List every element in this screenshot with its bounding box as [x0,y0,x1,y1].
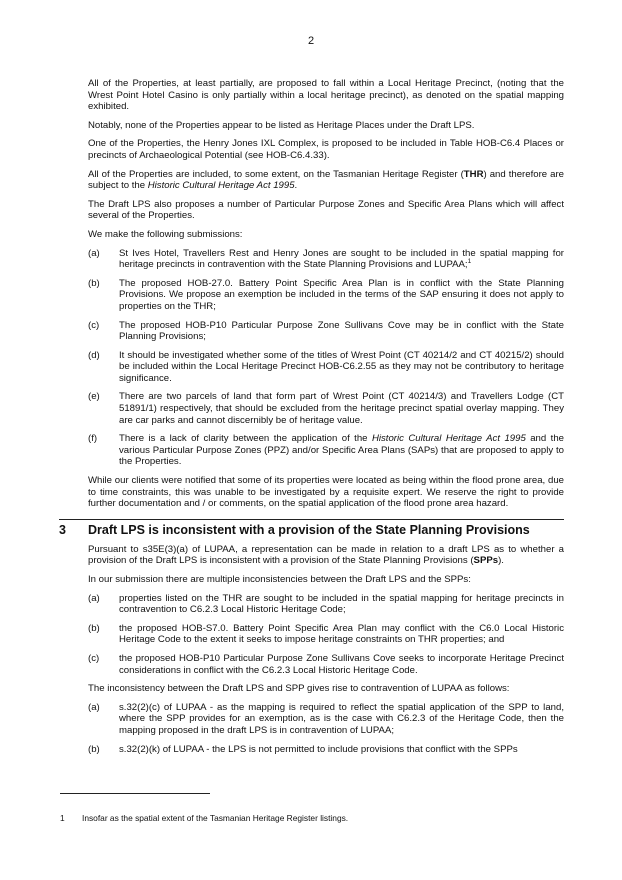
item-label: (b) [88,277,100,289]
thr-text-before: All of the Properties are included, to some extent, on the Tasmanian Heritage Register ( [88,168,464,180]
item-label: (e) [88,391,100,403]
page-number: 2 [307,35,315,47]
submission-item [88,248,564,271]
thr-abbrev: THR [463,168,484,180]
act-title: Historic Cultural Heritage Act 1995 [147,180,295,192]
item-text: the proposed HOB-S7.0. Battery Point Specific Area Plan may conflict with the C6.0 Local Historic Heritage Code to the extent it seeks to impose heritage constraints on THR properties; and [119,622,564,646]
inconsistency-item [88,653,564,676]
item-text-after: and the various Particular Purpose Zones (PPZ) and/or Specific Area Plans (SAPs) that are proposed to apply to the Properties. [119,433,564,468]
item-text: St Ives Hotel, Travellers Rest and Henry Jones are sought to be included in the spatial mapping for heritage precincts in contravention with the State Planning Provisions and LUPAA; [119,247,564,271]
item-label: (d) [88,349,100,361]
thr-text-middle: ) and therefore are subject to the [88,168,564,192]
paragraph-archaeological-potential: One of the Properties, the Henry Jones IXL Complex, is proposed to be included in Table HOB-C6.4 Places or precincts of Archaeological Potential (see HOB-C6.4.33). [88,138,564,161]
spps-abbrev: SPPs [473,555,499,567]
s35-text-after: ). [498,555,504,567]
s35-text-before: Pursuant to s35E(3)(a) of LUPAA, a representation can be made in relation to a draft LPS as to whether a provision of the Draft LPS is inconsistent with a provision of the State Planning Provisions ( [88,543,564,567]
item-label: (a) [88,592,100,604]
footnote-divider [60,793,210,794]
item-label: (f) [88,433,98,445]
section-divider [59,519,564,520]
item-text: The proposed HOB-27.0. Battery Point Specific Area Plan is in conflict with the State Planning Provisions. We propose an exemption be included in the terms of the SAP ensuring it does not apply to properties on the THR; [119,277,564,312]
paragraph-local-heritage-precinct: All of the Properties, at least partially, are proposed to fall within a Local Heritage Precinct, (noting that the Wrest Point Hotel Casino is only partially within a local heritage precinct), as denoted on the spatial mapping exhibited. [88,78,564,113]
submission-item [88,433,564,468]
item-text: properties listed on the THR are sought to be included in the spatial mapping for heritage precincts in contravention to C6.2.3 Local Historic Heritage Code; [119,592,564,616]
section-number: 3 [59,522,66,537]
item-label: (b) [88,622,100,634]
contravention-item [88,744,564,756]
paragraph-submissions-intro: We make the following submissions: [88,228,243,240]
paragraph-inconsistencies-intro: In our submission there are multiple inconsistencies between the Draft LPS and the SPPs: [88,574,471,585]
paragraph-contravention-intro: The inconsistency between the Draft LPS and SPP gives rise to contravention of LUPAA as follows: [88,683,510,695]
footnote [60,813,348,823]
act-title: Historic Cultural Heritage Act 1995 [371,433,526,445]
item-text-before: There is a lack of clarity between the application of the [119,433,372,445]
inconsistency-item [88,593,564,616]
item-label: (b) [88,743,100,755]
paragraph-thr [88,169,564,192]
item-text: There are two parcels of land that form part of Wrest Point (CT 40214/3) and Travellers Lodge (CT 51891/1) respectively, that should be excluded from the heritage precinct spatial overlay mapping. They are car parks and cannot discernibly be of heritage value. [119,391,564,426]
section-heading [59,522,564,538]
footnote-number: 1 [60,813,65,823]
paragraph-flood-prone: While our clients were notified that some of its properties were located as being within the flood prone area, due to time constraints, this was unable to be investigated by a requisite expert. We reserve the right to provide further documentation and / or comments, on the spatial application of the flood prone area hazard. [88,475,564,510]
inconsistency-item [88,623,564,646]
paragraph-ppz: The Draft LPS also proposes a number of Particular Purpose Zones and Specific Area Plans which will affect several of the Properties. [88,198,564,222]
item-text: The proposed HOB-P10 Particular Purpose Zone Sullivans Cove may be in conflict with the State Planning Provisions; [119,319,564,343]
item-label: (c) [88,652,100,664]
item-text: s.32(2)(k) of LUPAA - the LPS is not permitted to include provisions that conflict with the SPPs [119,743,518,755]
item-label: (c) [88,319,100,331]
section-title: Draft LPS is inconsistent with a provision of the State Planning Provisions [88,522,530,537]
submission-item [88,350,564,385]
paragraph-s35 [88,544,564,567]
contravention-item [88,702,564,737]
document-body [59,78,564,762]
submission-item [88,391,564,426]
footnote-text: Insofar as the spatial extent of the Tasmanian Heritage Register listings. [82,813,349,823]
item-text: s.32(2)(c) of LUPAA - as the mapping is required to reflect the spatial application of the SPP to land, where the SPP provides for an exemption, as is the case with C6.2.3 of the Heritage Code, then the mapping proposed in the draft LPS is in contravention of LUPAA; [119,701,564,736]
item-label: (a) [88,701,100,713]
submission-item [88,320,564,343]
item-label: (a) [88,247,100,259]
paragraph-heritage-places: Notably, none of the Properties appear to be listed as Heritage Places under the Draft LPS. [88,119,475,131]
submission-item [88,278,564,313]
item-text: the proposed HOB-P10 Particular Purpose Zone Sullivans Cove seeks to incorporate Heritage Precinct considerations in conflict with the C6.2.3 Local Historic Heritage Code. [119,652,564,676]
thr-text-after: . [294,180,298,192]
item-text: It should be investigated whether some of the titles of Wrest Point (CT 40214/2 and CT 40215/2) should be included within the Local Heritage Precinct HOB-C6.2.55 as they may not be contributory to heritage significance. [119,349,564,384]
footnote-reference: 1 [467,257,472,265]
